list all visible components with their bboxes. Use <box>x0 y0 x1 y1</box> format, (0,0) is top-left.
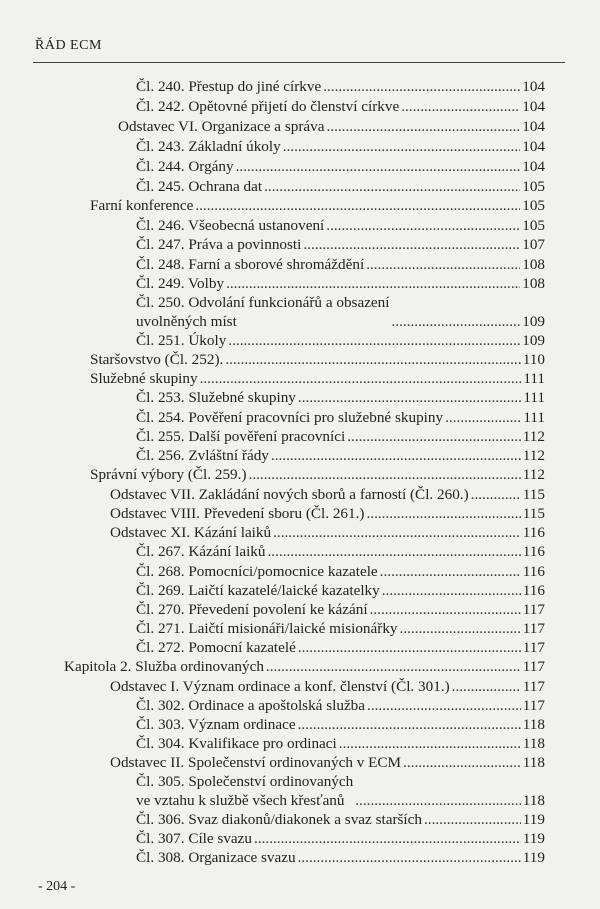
running-header: ŘÁD ECM <box>35 38 102 53</box>
toc-entry-text: Čl. 268. Pomocníci/pomocnice kazatele <box>136 563 378 580</box>
dot-leader <box>326 216 520 235</box>
dot-leader <box>367 696 521 715</box>
toc-page-number: 117 <box>522 697 545 714</box>
dot-leader <box>380 562 521 581</box>
toc-page-number: 104 <box>522 158 545 175</box>
page-number-footer: - 204 - <box>38 879 76 894</box>
toc-page-number: 104 <box>522 138 545 155</box>
toc-entry <box>136 581 545 600</box>
toc-entry-text: Čl. 250. Odvolání funkcionářů a obsazení <box>136 294 390 311</box>
toc-page-number: 112 <box>522 428 545 445</box>
toc-entry <box>90 465 545 484</box>
toc-entry-text: Čl. 306. Svaz diakonů/diakonek a svaz starších <box>136 811 422 828</box>
toc-entry <box>136 216 545 235</box>
dot-leader <box>236 157 521 176</box>
dot-leader <box>471 485 521 504</box>
dot-leader <box>452 677 521 696</box>
toc-entry-text: Čl. 248. Farní a sborové shromáždění <box>136 256 365 273</box>
toc-entry-text: Odstavec VIII. Převedení sboru (Čl. 261.) <box>110 505 365 522</box>
dot-leader <box>366 255 520 274</box>
toc-entry <box>136 408 545 427</box>
toc-page-number: 117 <box>522 620 545 637</box>
toc-page-number: 119 <box>522 811 545 828</box>
toc-entry-text: Čl. 251. Úkoly <box>136 332 227 349</box>
toc-page-number: 117 <box>522 678 545 695</box>
toc-entry <box>136 446 545 465</box>
toc-page-number: 105 <box>522 217 545 234</box>
toc-page-number: 105 <box>522 197 545 214</box>
toc-entry-text: Staršovstvo (Čl. 252). <box>90 351 224 368</box>
toc-entry-text: Čl. 254. Pověření pracovníci pro služebné skupiny <box>136 409 444 426</box>
toc-entry-text: Kapitola 2. Služba ordinovaných <box>64 658 264 675</box>
toc-entry-text: Odstavec I. Význam ordinace a konf. členství (Čl. 301.) <box>110 678 450 695</box>
toc-entry-text-continued: uvolněných míst <box>136 313 237 330</box>
dot-leader <box>249 465 521 484</box>
dot-leader <box>366 504 520 523</box>
toc-entry <box>136 848 545 867</box>
dot-leader <box>298 848 521 867</box>
dot-leader <box>228 331 520 350</box>
toc-entry-text: Čl. 255. Další pověření pracovníci <box>136 428 346 445</box>
toc-entry-text: Čl. 249. Volby <box>136 275 225 292</box>
toc-entry <box>136 331 545 350</box>
toc-entry <box>136 772 545 810</box>
dot-leader <box>347 427 521 446</box>
toc-page-number: 118 <box>522 792 545 809</box>
toc-page-number: 104 <box>522 98 545 115</box>
dot-leader <box>225 350 520 369</box>
dot-leader <box>273 523 521 542</box>
toc-entry <box>136 829 545 848</box>
dot-leader <box>298 388 521 407</box>
toc-page-number: 117 <box>522 658 545 675</box>
toc-entry-text: Odstavec VII. Zakládání nových sborů a farností (Čl. 260.) <box>110 486 469 503</box>
toc-entry <box>136 293 545 331</box>
toc-entry-text: Čl. 243. Základní úkoly <box>136 138 281 155</box>
toc-entry-text: Čl. 244. Orgány <box>136 158 234 175</box>
toc-entry <box>136 638 545 657</box>
toc-page-number: 110 <box>522 351 545 368</box>
toc-entry-text: Čl. 307. Cíle svazu <box>136 830 253 847</box>
toc-entry-text: Odstavec VI. Organizace a správa <box>118 118 325 135</box>
toc-entry-text: Čl. 247. Práva a povinnosti <box>136 236 302 253</box>
toc-entry-text: Čl. 267. Kázání laiků <box>136 543 266 560</box>
toc-entry <box>136 810 545 829</box>
dot-leader <box>403 753 521 772</box>
toc-page-number: 104 <box>522 78 545 95</box>
toc-entry <box>136 600 545 619</box>
toc-page-number: 111 <box>523 409 545 426</box>
toc-entry-text: Farní konference <box>90 197 194 214</box>
toc-entry <box>110 523 545 542</box>
toc-entry-text: Čl. 245. Ochrana dat <box>136 178 263 195</box>
toc-entry-text: Čl. 246. Všeobecná ustanovení <box>136 217 325 234</box>
dot-leader <box>271 446 521 465</box>
dot-leader <box>339 734 521 753</box>
dot-leader <box>264 177 520 196</box>
toc-page-number: 109 <box>522 313 545 330</box>
dot-leader <box>355 791 521 810</box>
dot-leader <box>195 196 520 215</box>
toc-entry <box>136 562 545 581</box>
toc-entry-text: Čl. 256. Zvláštní řády <box>136 447 269 464</box>
toc-page-number: 117 <box>522 639 545 656</box>
toc-entry <box>136 157 545 176</box>
toc-page-number: 116 <box>522 582 545 599</box>
dot-leader <box>326 117 520 136</box>
toc-page-number: 116 <box>522 543 545 560</box>
toc-page-number: 115 <box>522 486 545 503</box>
toc-page-number: 109 <box>522 332 545 349</box>
dot-leader <box>200 369 522 388</box>
dot-leader <box>303 235 520 254</box>
toc-entry-text: Čl. 253. Služebné skupiny <box>136 389 296 406</box>
toc-entry <box>136 274 545 293</box>
toc-page-number: 118 <box>522 754 545 771</box>
toc-entry-text: Služebné skupiny <box>90 370 198 387</box>
toc-page-number: 112 <box>522 466 545 483</box>
header-rule <box>33 62 565 63</box>
toc-entry-text: Čl. 305. Společenství ordinovaných <box>136 773 354 790</box>
toc-entry-text: Čl. 269. Laičtí kazatelé/laické kazatelky <box>136 582 380 599</box>
dot-leader <box>254 829 521 848</box>
dot-leader <box>400 619 521 638</box>
toc-entry <box>136 177 545 196</box>
toc-entry-text: Čl. 240. Přestup do jiné církve <box>136 78 322 95</box>
toc-page-number: 107 <box>522 236 545 253</box>
dot-leader <box>370 600 521 619</box>
toc-entry <box>110 485 545 504</box>
toc-entry <box>136 715 545 734</box>
toc-entry-text: Čl. 242. Opětovné přijetí do členství církve <box>136 98 400 115</box>
toc-entry <box>110 677 545 696</box>
toc-entry-text: Čl. 304. Kvalifikace pro ordinaci <box>136 735 337 752</box>
toc-entry-text: Čl. 302. Ordinace a apoštolská služba <box>136 697 366 714</box>
toc-page-number: 104 <box>522 118 545 135</box>
toc-entry-text: Čl. 303. Význam ordinace <box>136 716 296 733</box>
toc-entry-text: Správní výbory (Čl. 259.) <box>90 466 247 483</box>
toc-entry <box>90 369 545 388</box>
toc-page-number: 115 <box>522 505 545 522</box>
toc-entry <box>110 504 545 523</box>
dot-leader <box>323 77 520 96</box>
toc-page-number: 116 <box>522 563 545 580</box>
toc-entry-text: Odstavec II. Společenství ordinovaných v ECM <box>110 754 402 771</box>
dot-leader <box>298 715 521 734</box>
toc-entry <box>136 77 545 96</box>
toc-entry <box>136 696 545 715</box>
toc-entry <box>64 657 545 676</box>
toc-entry-text-continued: ve vztahu k službě všech křesťanů <box>136 792 345 809</box>
toc-entry <box>90 350 545 369</box>
toc-page-number: 118 <box>522 716 545 733</box>
toc-page-number: 118 <box>522 735 545 752</box>
toc-entry-text: Čl. 272. Pomocní kazatelé <box>136 639 296 656</box>
toc-entry <box>136 734 545 753</box>
dot-leader <box>392 312 521 331</box>
dot-leader <box>283 137 521 156</box>
dot-leader <box>382 581 521 600</box>
dot-leader <box>298 638 521 657</box>
toc-entry-text: Čl. 271. Laičtí misionáři/laické misionářky <box>136 620 398 637</box>
toc-entry-text: Čl. 308. Organizace svazu <box>136 849 296 866</box>
toc-page-number: 119 <box>522 849 545 866</box>
dot-leader <box>401 97 520 116</box>
toc-entry <box>136 427 545 446</box>
toc-page-number: 117 <box>522 601 545 618</box>
toc-page-number: 108 <box>522 256 545 273</box>
dot-leader <box>445 408 521 427</box>
toc-page-number: 112 <box>522 447 545 464</box>
toc-entry <box>90 196 545 215</box>
toc-entry-text: Odstavec XI. Kázání laiků <box>110 524 272 541</box>
toc-page-number: 119 <box>522 830 545 847</box>
toc-page-number: 111 <box>523 389 545 406</box>
dot-leader <box>424 810 521 829</box>
toc-entry <box>136 137 545 156</box>
toc-entry <box>136 388 545 407</box>
toc-entry <box>136 97 545 116</box>
dot-leader <box>226 274 520 293</box>
toc-page-number: 105 <box>522 178 545 195</box>
toc-entry <box>118 117 545 136</box>
dot-leader <box>268 542 521 561</box>
toc-page-number: 116 <box>522 524 545 541</box>
toc-entry <box>136 619 545 638</box>
toc-page-number: 108 <box>522 275 545 292</box>
toc-entry-text: Čl. 270. Převedení povolení ke kázání <box>136 601 368 618</box>
toc-entry <box>110 753 545 772</box>
toc-entry <box>136 542 545 561</box>
toc-page-number: 111 <box>523 370 545 387</box>
toc-entry <box>136 255 545 274</box>
dot-leader <box>266 657 521 676</box>
toc-entry <box>136 235 545 254</box>
